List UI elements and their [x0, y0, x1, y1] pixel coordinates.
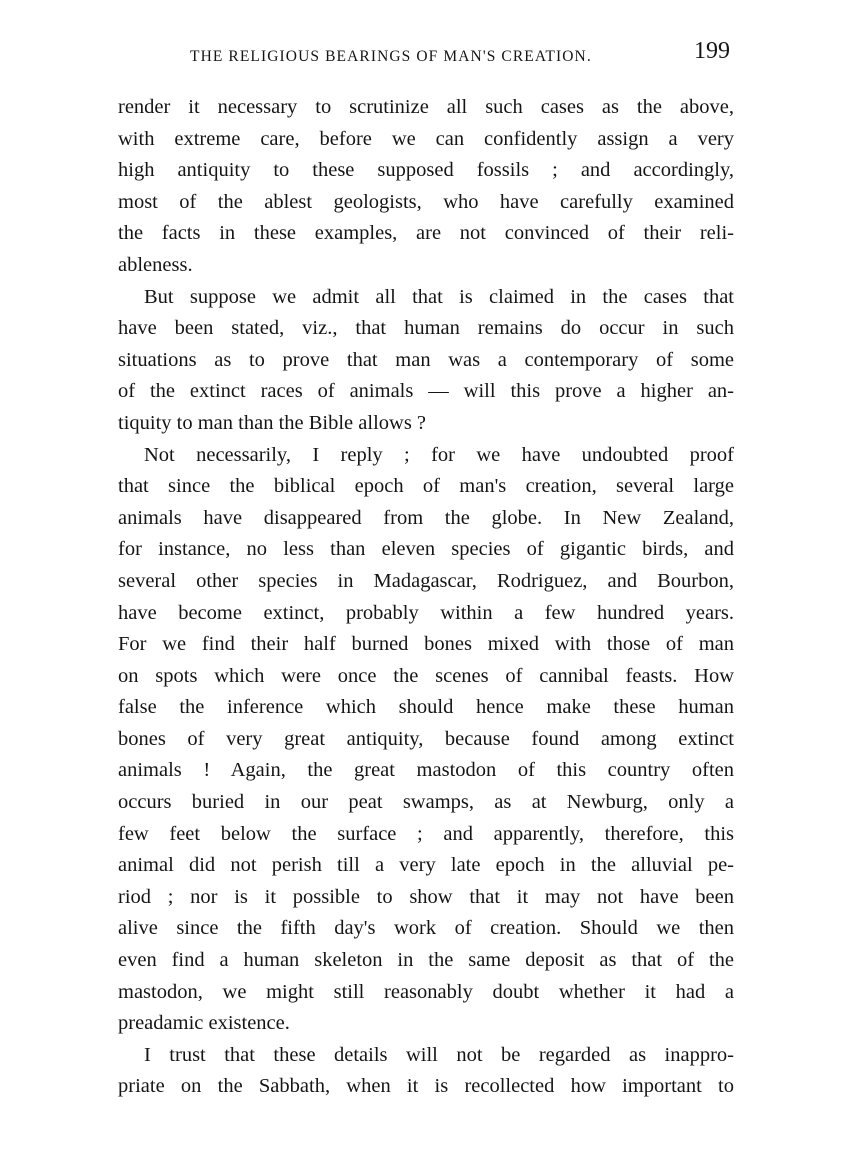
text-line: have been stated, viz., that human remains do occur in such [118, 317, 734, 340]
text-line: mastodon, we might still reasonably doubt whether it had a [118, 980, 734, 1003]
text-line: tiquity to man than the Bible allows ? [118, 411, 427, 434]
text-line: high antiquity to these supposed fossils ; and accordingly, [118, 159, 734, 182]
text-line: preadamic existence. [118, 1012, 290, 1035]
text-line: priate on the Sabbath, when it is recollected how important to [118, 1075, 734, 1098]
text-line: few feet below the surface ; and apparently, therefore, this [118, 822, 734, 845]
text-line: For we find their half burned bones mixed with those of man [118, 633, 734, 656]
text-line: on spots which were once the scenes of cannibal feasts. How [118, 664, 734, 687]
running-title: THE RELIGIOUS BEARINGS OF MAN'S CREATION. [190, 48, 592, 65]
text-line: false the inference which should hence make these human [118, 696, 734, 719]
text-line: for instance, no less than eleven species of gigantic birds, and [118, 538, 734, 561]
text-line: the facts in these examples, are not convinced of their reli- [118, 222, 734, 245]
text-line: even find a human skeleton in the same deposit as that of the [118, 949, 734, 972]
text-line: occurs buried in our peat swamps, as at Newburg, only a [118, 791, 734, 814]
text-line: render it necessary to scrutinize all such cases as the above, [118, 96, 734, 118]
text-line: alive since the fifth day's work of creation. Should we then [118, 917, 734, 940]
text-line: of the extinct races of animals — will this prove a higher an- [118, 380, 734, 403]
text-line: animal did not perish till a very late epoch in the alluvial pe- [118, 854, 734, 877]
text-line: that since the biblical epoch of man's creation, several large [118, 475, 734, 498]
text-line: most of the ablest geologists, who have carefully examined [118, 190, 734, 213]
text-line: animals have disappeared from the globe. In New Zealand, [118, 506, 734, 529]
text-line: animals ! Again, the great mastodon of this country often [118, 759, 734, 782]
text-line: ableness. [118, 253, 193, 276]
text-line: riod ; nor is it possible to show that it may not have been [118, 885, 734, 908]
body-text [118, 92, 734, 1103]
page-number: 199 [694, 38, 730, 64]
running-head [118, 38, 734, 68]
text-line: bones of very great antiquity, because found among extinct [118, 727, 734, 750]
text-line: have become extinct, probably within a few hundred years. [118, 601, 734, 624]
text-line: several other species in Madagascar, Rodriguez, and Bourbon, [118, 569, 734, 592]
text-line: But suppose we admit all that is claimed in the cases that [144, 285, 734, 308]
text-line: with extreme care, before we can confidently assign a very [118, 127, 734, 150]
text-line: situations as to prove that man was a contemporary of some [118, 348, 734, 371]
text-line: I trust that these details will not be regarded as inappro- [144, 1043, 734, 1066]
text-line: Not necessarily, I reply ; for we have undoubted proof [144, 443, 734, 466]
